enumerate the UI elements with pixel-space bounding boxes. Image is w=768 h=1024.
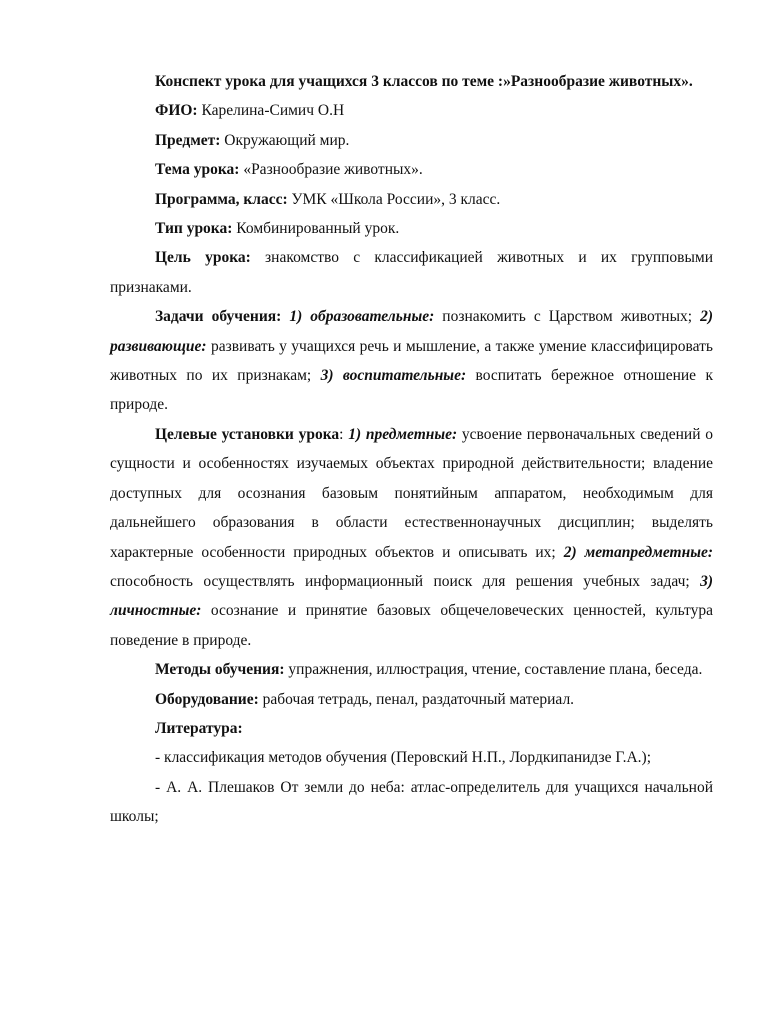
subject-label: Предмет: [155, 131, 221, 149]
tasks-1-label: 1) образовательные: [281, 308, 435, 326]
fio-value: Карелина-Симич О.Н [197, 102, 345, 120]
program-label: Программа, класс: [155, 190, 288, 208]
lesson-type-label: Тип урока: [155, 220, 233, 238]
targets-3-text: осознание и принятие базовых общечеловеческих ценностей, культура поведение в природе. [110, 602, 713, 649]
topic-label: Тема урока: [155, 161, 240, 179]
methods-value: упражнения, иллюстрация, чтение, составление плана, беседа. [284, 661, 703, 679]
literature-item-1: - классификация методов обучения (Перовский Н.П., Лордкипанидзе Г.А.); [155, 749, 651, 767]
literature-heading: Литература: [155, 719, 243, 737]
targets-colon: : [339, 425, 344, 443]
methods-label: Методы обучения: [155, 661, 285, 679]
goal-paragraph [110, 243, 713, 302]
targets-2-label: 2) метапредметные: [555, 543, 713, 561]
methods-paragraph [110, 655, 713, 684]
lesson-summary-text [110, 67, 713, 832]
tasks-1-text: познакомить с Царством животных; [434, 308, 693, 326]
tasks-2-label: 2) развивающие: [110, 308, 714, 355]
goal-value: знакомство с классификацией животных и их групповыми признаками. [110, 249, 713, 296]
fio-line [110, 96, 713, 125]
subject-value: Окружающий мир. [220, 131, 350, 149]
targets-2-text: способность осуществлять информационный поиск для решения учебных задач; [110, 572, 690, 590]
equipment-line [110, 685, 713, 714]
tasks-paragraph [110, 302, 713, 420]
tasks-2-text: развивать у учащихся речь и мышление, а также умение классифицировать животных по их признакам; [110, 337, 713, 385]
tasks-3-text: воспитать бережное отношение к природе. [110, 367, 713, 414]
equipment-value: рабочая тетрадь, пенал, раздаточный материал. [258, 690, 575, 708]
targets-3-label: 3) личностные: [110, 572, 713, 620]
topic-line [110, 155, 713, 184]
program-line [110, 185, 713, 214]
targets-1-text: усвоение первоначальных сведений о сущности и особенностях изучаемых объектах природной действительности; владение доступных для осознания базовым понятийным аппаратом, необходимым для дальнейшего образования в области естественнонаучных дисциплин; выделять характерные особенности природных объектов и описывать их; [110, 425, 713, 561]
targets-label: Целевые установки урока [155, 425, 340, 443]
tasks-3-label: 3) воспитательные: [311, 367, 467, 385]
targets-1-label: 1) предметные: [343, 425, 458, 443]
document-title: Конспект урока для учащихся 3 классов по теме :»Разнообразие животных». [155, 73, 693, 90]
topic-value: «Разнообразие животных». [239, 161, 423, 179]
tasks-label: Задачи обучения: [155, 308, 282, 326]
subject-line [110, 126, 713, 155]
literature-item-2: - А. А. Плешаков От земли до неба: атлас-определитель для учащихся начальной школы; [110, 778, 713, 826]
program-value: УМК «Школа России», 3 класс. [287, 190, 501, 208]
equipment-label: Оборудование: [155, 690, 259, 708]
goal-label: Цель урока: [155, 249, 251, 267]
targets-paragraph [110, 420, 713, 655]
fio-label: ФИО: [155, 102, 198, 120]
lesson-type-line [110, 214, 713, 243]
lesson-type-value: Комбинированный урок. [232, 220, 400, 238]
